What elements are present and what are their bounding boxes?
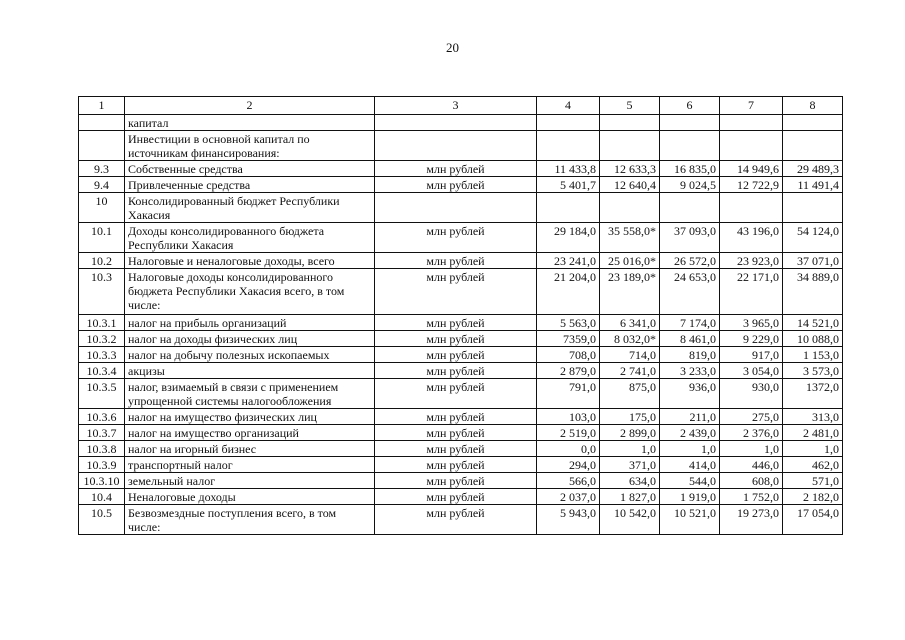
indicator-name-cell: земельный налог: [125, 473, 375, 489]
value-cell: 875,0: [600, 379, 660, 409]
value-cell: 275,0: [720, 409, 783, 425]
value-cell: [783, 115, 843, 131]
value-cell: 3 573,0: [783, 363, 843, 379]
data-table: [78, 96, 843, 535]
unit-cell: млн рублей: [375, 253, 537, 269]
header-cell: 7: [720, 97, 783, 115]
unit-cell: [375, 115, 537, 131]
header-cell: 3: [375, 97, 537, 115]
value-cell: 17 054,0: [783, 505, 843, 535]
indicator-name-cell: Инвестиции в основной капитал по источникам финансирования:: [125, 131, 375, 161]
table-row: [79, 505, 843, 535]
row-number-cell: 10.3.6: [79, 409, 125, 425]
row-number-cell: 10.4: [79, 489, 125, 505]
table-row: [79, 315, 843, 331]
indicator-name-cell: налог на игорный бизнес: [125, 441, 375, 457]
value-cell: 2 899,0: [600, 425, 660, 441]
row-number-cell: 10.3.3: [79, 347, 125, 363]
value-cell: 43 196,0: [720, 223, 783, 253]
value-cell: 23 923,0: [720, 253, 783, 269]
table-row: [79, 269, 843, 315]
value-cell: 5 563,0: [537, 315, 600, 331]
value-cell: 6 341,0: [600, 315, 660, 331]
unit-cell: млн рублей: [375, 331, 537, 347]
value-cell: 1,0: [720, 441, 783, 457]
value-cell: [660, 131, 720, 161]
value-cell: 1372,0: [783, 379, 843, 409]
unit-cell: млн рублей: [375, 505, 537, 535]
value-cell: 544,0: [660, 473, 720, 489]
value-cell: 7 174,0: [660, 315, 720, 331]
value-cell: 11 433,8: [537, 161, 600, 177]
value-cell: 19 273,0: [720, 505, 783, 535]
value-cell: 1,0: [660, 441, 720, 457]
header-cell: 4: [537, 97, 600, 115]
table-row: [79, 489, 843, 505]
value-cell: 10 542,0: [600, 505, 660, 535]
value-cell: 9 024,5: [660, 177, 720, 193]
value-cell: 2 037,0: [537, 489, 600, 505]
table-row: [79, 177, 843, 193]
table-row: [79, 363, 843, 379]
row-number-cell: 10.3.8: [79, 441, 125, 457]
table-row: [79, 379, 843, 409]
value-cell: 9 229,0: [720, 331, 783, 347]
value-cell: 0,0: [537, 441, 600, 457]
value-cell: [600, 115, 660, 131]
value-cell: 26 572,0: [660, 253, 720, 269]
value-cell: 16 835,0: [660, 161, 720, 177]
value-cell: 1,0: [783, 441, 843, 457]
value-cell: 8 032,0*: [600, 331, 660, 347]
table-row: [79, 441, 843, 457]
row-number-cell: 10.5: [79, 505, 125, 535]
value-cell: [660, 115, 720, 131]
unit-cell: млн рублей: [375, 177, 537, 193]
value-cell: 22 171,0: [720, 269, 783, 315]
header-cell: 8: [783, 97, 843, 115]
indicator-name-cell: налог на имущество организаций: [125, 425, 375, 441]
indicator-name-cell: Привлеченные средства: [125, 177, 375, 193]
row-number-cell: 10.3.1: [79, 315, 125, 331]
value-cell: 566,0: [537, 473, 600, 489]
row-number-cell: 10.3.7: [79, 425, 125, 441]
unit-cell: млн рублей: [375, 347, 537, 363]
table-row: [79, 115, 843, 131]
value-cell: 12 640,4: [600, 177, 660, 193]
row-number-cell: 10.3: [79, 269, 125, 315]
unit-cell: млн рублей: [375, 269, 537, 315]
value-cell: 12 722,9: [720, 177, 783, 193]
unit-cell: млн рублей: [375, 223, 537, 253]
row-number-cell: 10.3.5: [79, 379, 125, 409]
value-cell: 634,0: [600, 473, 660, 489]
row-number-cell: 10: [79, 193, 125, 223]
value-cell: 34 889,0: [783, 269, 843, 315]
header-cell: 6: [660, 97, 720, 115]
value-cell: 24 653,0: [660, 269, 720, 315]
unit-cell: млн рублей: [375, 363, 537, 379]
value-cell: [783, 193, 843, 223]
table-header-row: [79, 97, 843, 115]
value-cell: 708,0: [537, 347, 600, 363]
indicator-name-cell: Налоговые доходы консолидированного бюджета Республики Хакасия всего, в том числе:: [125, 269, 375, 315]
value-cell: 930,0: [720, 379, 783, 409]
row-number-cell: [79, 115, 125, 131]
value-cell: 14 521,0: [783, 315, 843, 331]
indicator-name-cell: Безвозмездные поступления всего, в том числе:: [125, 505, 375, 535]
value-cell: [537, 115, 600, 131]
value-cell: 2 741,0: [600, 363, 660, 379]
table-row: [79, 473, 843, 489]
value-cell: [783, 131, 843, 161]
value-cell: 1 827,0: [600, 489, 660, 505]
row-number-cell: 9.4: [79, 177, 125, 193]
indicator-name-cell: налог на прибыль организаций: [125, 315, 375, 331]
value-cell: 10 521,0: [660, 505, 720, 535]
row-number-cell: 10.2: [79, 253, 125, 269]
value-cell: 23 189,0*: [600, 269, 660, 315]
value-cell: 1,0: [600, 441, 660, 457]
value-cell: 294,0: [537, 457, 600, 473]
indicator-name-cell: Неналоговые доходы: [125, 489, 375, 505]
value-cell: 462,0: [783, 457, 843, 473]
value-cell: 21 204,0: [537, 269, 600, 315]
value-cell: 446,0: [720, 457, 783, 473]
unit-cell: млн рублей: [375, 441, 537, 457]
value-cell: 25 016,0*: [600, 253, 660, 269]
value-cell: [600, 193, 660, 223]
value-cell: 2 481,0: [783, 425, 843, 441]
indicator-name-cell: налог на доходы физических лиц: [125, 331, 375, 347]
value-cell: 23 241,0: [537, 253, 600, 269]
table-row: [79, 409, 843, 425]
value-cell: 1 752,0: [720, 489, 783, 505]
unit-cell: [375, 193, 537, 223]
indicator-name-cell: Доходы консолидированного бюджета Республики Хакасия: [125, 223, 375, 253]
table-row: [79, 161, 843, 177]
value-cell: 2 879,0: [537, 363, 600, 379]
value-cell: [720, 131, 783, 161]
value-cell: 371,0: [600, 457, 660, 473]
unit-cell: млн рублей: [375, 161, 537, 177]
value-cell: 2 376,0: [720, 425, 783, 441]
unit-cell: млн рублей: [375, 315, 537, 331]
value-cell: 936,0: [660, 379, 720, 409]
row-number-cell: 10.3.2: [79, 331, 125, 347]
page-number: 20: [446, 40, 459, 55]
table-row: [79, 223, 843, 253]
value-cell: 10 088,0: [783, 331, 843, 347]
table-row: [79, 131, 843, 161]
value-cell: 7359,0: [537, 331, 600, 347]
value-cell: 29 489,3: [783, 161, 843, 177]
value-cell: 414,0: [660, 457, 720, 473]
value-cell: 175,0: [600, 409, 660, 425]
row-number-cell: 9.3: [79, 161, 125, 177]
value-cell: [720, 193, 783, 223]
unit-cell: млн рублей: [375, 473, 537, 489]
indicator-name-cell: Собственные средства: [125, 161, 375, 177]
indicator-name-cell: транспортный налог: [125, 457, 375, 473]
value-cell: 29 184,0: [537, 223, 600, 253]
header-cell: 5: [600, 97, 660, 115]
unit-cell: [375, 131, 537, 161]
value-cell: 8 461,0: [660, 331, 720, 347]
header-cell: 1: [79, 97, 125, 115]
value-cell: 791,0: [537, 379, 600, 409]
table-row: [79, 331, 843, 347]
value-cell: 313,0: [783, 409, 843, 425]
value-cell: 3 054,0: [720, 363, 783, 379]
value-cell: 3 965,0: [720, 315, 783, 331]
table-row: [79, 193, 843, 223]
value-cell: 37 071,0: [783, 253, 843, 269]
table-row: [79, 347, 843, 363]
row-number-cell: [79, 131, 125, 161]
value-cell: [720, 115, 783, 131]
value-cell: [600, 131, 660, 161]
value-cell: 608,0: [720, 473, 783, 489]
row-number-cell: 10.3.4: [79, 363, 125, 379]
value-cell: 211,0: [660, 409, 720, 425]
value-cell: 54 124,0: [783, 223, 843, 253]
indicator-name-cell: капитал: [125, 115, 375, 131]
value-cell: 917,0: [720, 347, 783, 363]
unit-cell: млн рублей: [375, 425, 537, 441]
value-cell: 1 153,0: [783, 347, 843, 363]
value-cell: 5 943,0: [537, 505, 600, 535]
row-number-cell: 10.3.9: [79, 457, 125, 473]
value-cell: 3 233,0: [660, 363, 720, 379]
row-number-cell: 10.1: [79, 223, 125, 253]
value-cell: 2 439,0: [660, 425, 720, 441]
header-cell: 2: [125, 97, 375, 115]
indicator-name-cell: Консолидированный бюджет Республики Хакасия: [125, 193, 375, 223]
value-cell: 2 519,0: [537, 425, 600, 441]
indicator-name-cell: налог на добычу полезных ископаемых: [125, 347, 375, 363]
indicator-name-cell: Налоговые и неналоговые доходы, всего: [125, 253, 375, 269]
value-cell: 11 491,4: [783, 177, 843, 193]
value-cell: 35 558,0*: [600, 223, 660, 253]
value-cell: 714,0: [600, 347, 660, 363]
table-row: [79, 425, 843, 441]
unit-cell: млн рублей: [375, 379, 537, 409]
value-cell: [537, 193, 600, 223]
indicator-name-cell: налог на имущество физических лиц: [125, 409, 375, 425]
unit-cell: млн рублей: [375, 409, 537, 425]
value-cell: [537, 131, 600, 161]
value-cell: 819,0: [660, 347, 720, 363]
row-number-cell: 10.3.10: [79, 473, 125, 489]
value-cell: 5 401,7: [537, 177, 600, 193]
unit-cell: млн рублей: [375, 489, 537, 505]
table-row: [79, 253, 843, 269]
value-cell: 103,0: [537, 409, 600, 425]
value-cell: 14 949,6: [720, 161, 783, 177]
table-row: [79, 457, 843, 473]
value-cell: [660, 193, 720, 223]
value-cell: 12 633,3: [600, 161, 660, 177]
value-cell: 1 919,0: [660, 489, 720, 505]
indicator-name-cell: налог, взимаемый в связи с применением упрощенной системы налогообложения: [125, 379, 375, 409]
indicator-name-cell: акцизы: [125, 363, 375, 379]
unit-cell: млн рублей: [375, 457, 537, 473]
value-cell: 2 182,0: [783, 489, 843, 505]
value-cell: 37 093,0: [660, 223, 720, 253]
value-cell: 571,0: [783, 473, 843, 489]
